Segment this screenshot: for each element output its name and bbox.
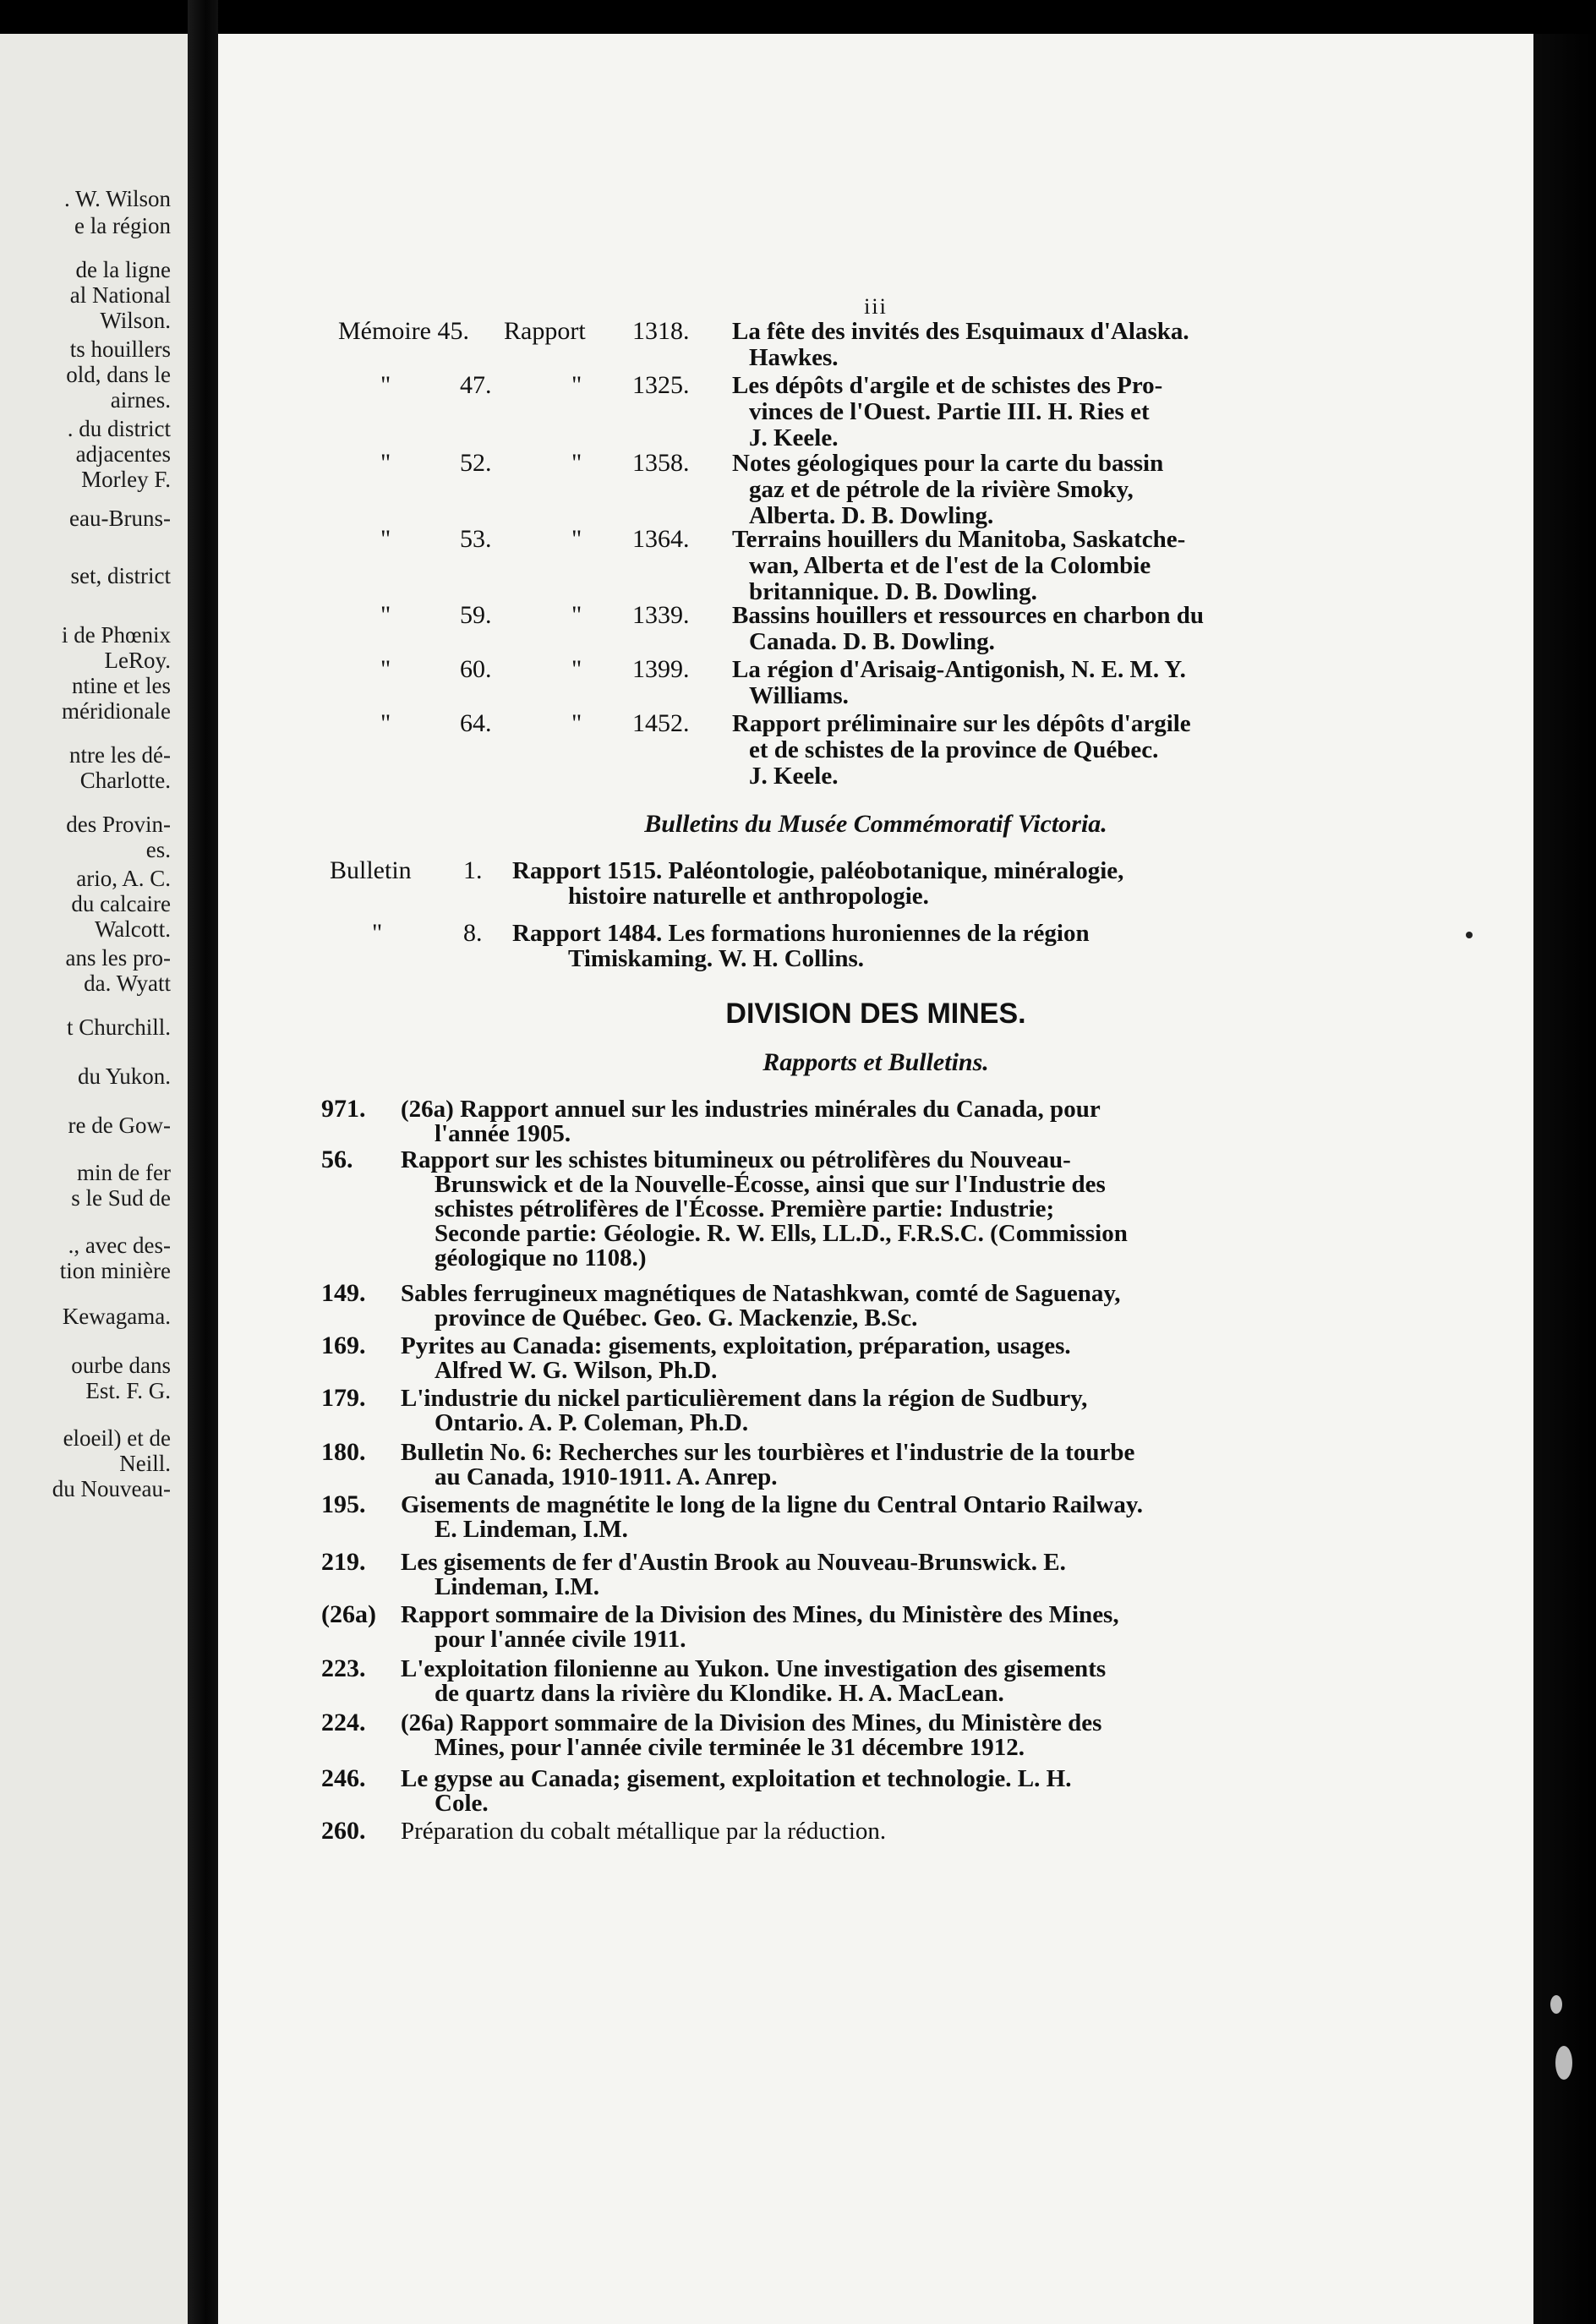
left-page-line: adjacentes — [75, 441, 171, 467]
mines-entry-number: 246. — [321, 1764, 366, 1792]
page-number: iii — [864, 294, 888, 319]
entry-text-line: Bulletin No. 6: Recherches sur les tourbières et l'industrie de la tourbe — [401, 1439, 1135, 1466]
left-page-line: es. — [145, 837, 171, 862]
left-page-line: . du district — [67, 416, 171, 441]
entry-text-line: Pyrites au Canada: gisements, exploitation, préparation, usages. — [401, 1332, 1071, 1359]
entry-text-line: Alberta. D. B. Dowling. — [749, 502, 994, 529]
entry-text-line: Rapport préliminaire sur les dépôts d'argile — [732, 710, 1191, 737]
entry-text-line: Williams. — [749, 682, 849, 709]
book-gutter — [188, 0, 218, 2324]
left-page-line: e la région — [74, 213, 171, 238]
entry-text-line: de quartz dans la rivière du Klondike. H. A. MacLean. — [435, 1680, 1004, 1707]
entry-text-line: histoire naturelle et anthropologie. — [568, 883, 929, 910]
entry-text-line: gaz et de pétrole de la rivière Smoky, — [749, 476, 1134, 503]
entry-text-line: J. Keele. — [749, 763, 839, 790]
entry-text-line: britannique. D. B. Dowling. — [749, 578, 1037, 605]
left-page-line: ourbe dans — [71, 1353, 171, 1378]
left-page-line: eloeil) et de — [63, 1425, 171, 1451]
memoire-volume: 60. — [460, 655, 492, 683]
entry-text-line: Préparation du cobalt métallique par la réduction. — [401, 1818, 887, 1845]
left-page-line: ., avec des- — [68, 1233, 171, 1258]
memoire-label: Mémoire 45. — [338, 317, 469, 345]
entry-text-line: Seconde partie: Géologie. R. W. Ells, LL.D., F.R.S.C. (Commission — [435, 1220, 1128, 1247]
ditto-mark: " — [571, 525, 582, 553]
left-page-line: ans les pro- — [65, 945, 171, 971]
entry-text-line: Les gisements de fer d'Austin Brook au Nouveau-Brunswick. E. — [401, 1549, 1066, 1576]
ditto-mark: " — [380, 601, 391, 629]
scan-edge — [1533, 34, 1596, 2324]
mines-entry-number: 56. — [321, 1146, 353, 1173]
left-page-line: min de fer — [77, 1160, 171, 1185]
memoire-volume: 52. — [460, 449, 492, 477]
left-page-line: set, district — [70, 563, 171, 588]
entry-text-line: La région d'Arisaig-Antigonish, N. E. M. Y. — [732, 656, 1186, 683]
entry-text-line: l'année 1905. — [435, 1120, 571, 1147]
left-page-line: re de Gow- — [68, 1113, 171, 1138]
mines-entry-number: 169. — [321, 1332, 366, 1359]
left-page-line: Walcott. — [94, 916, 171, 942]
entry-text-line: (26a) Rapport sommaire de la Division des Mines, du Ministère des — [401, 1709, 1102, 1736]
entry-text-line: pour l'année civile 1911. — [435, 1626, 686, 1653]
division-subheading: Rapports et Bulletins. — [762, 1048, 989, 1076]
left-page-line: ntine et les — [72, 673, 171, 698]
entry-text-line: Rapport 1484. Les formations huroniennes de la région — [512, 920, 1090, 947]
ditto-mark: " — [380, 449, 391, 477]
rapport-label: Rapport — [504, 317, 586, 345]
entry-text-line: Terrains houillers du Manitoba, Saskatche- — [732, 526, 1186, 553]
entry-text-line: (26a) Rapport annuel sur les industries minérales du Canada, pour — [401, 1096, 1101, 1123]
left-page-line: airnes. — [110, 387, 171, 413]
entry-text-line: Mines, pour l'année civile terminée le 31 décembre 1912. — [435, 1734, 1025, 1761]
left-page-line: Morley F. — [81, 467, 171, 492]
rapport-number: 1358. — [632, 449, 690, 477]
memoire-volume: 53. — [460, 525, 492, 553]
memoire-volume: 64. — [460, 709, 492, 737]
entry-text-line: vinces de l'Ouest. Partie III. H. Ries et — [749, 398, 1150, 425]
left-page-line: al National — [69, 282, 171, 308]
bulletin-number: 1. — [463, 856, 483, 884]
left-page-line: eau-Bruns- — [69, 506, 171, 531]
ditto-mark: " — [571, 371, 582, 399]
left-page-line: ts houillers — [69, 336, 171, 362]
left-page-line: Neill. — [119, 1451, 171, 1476]
mines-entry-number: 195. — [321, 1490, 366, 1518]
entry-text-line: L'industrie du nickel particulièrement dans la région de Sudbury, — [401, 1385, 1088, 1412]
left-page-line: . W. Wilson — [64, 186, 171, 211]
entry-text-line: Hawkes. — [749, 344, 839, 371]
entry-text-line: Bassins houillers et ressources en charbon du — [732, 602, 1205, 629]
entry-text-line: Sables ferrugineux magnétiques de Natashkwan, comté de Saguenay, — [401, 1280, 1121, 1307]
entry-text-line: Gisements de magnétite le long de la ligne du Central Ontario Railway. — [401, 1491, 1144, 1518]
bulletin-number: 8. — [463, 919, 483, 947]
entry-text-line: et de schistes de la province de Québec. — [749, 736, 1159, 763]
division-heading: DIVISION DES MINES. — [725, 998, 1026, 1030]
entry-text-line: Rapport sommaire de la Division des Mines, du Ministère des Mines, — [401, 1601, 1119, 1628]
rapport-number: 1318. — [632, 317, 690, 345]
entry-text-line: au Canada, 1910-1911. A. Anrep. — [435, 1463, 778, 1490]
left-page-line: de la ligne — [75, 257, 171, 282]
ditto-mark: " — [571, 655, 582, 683]
mines-entry-number: 260. — [321, 1817, 366, 1845]
rapport-number: 1339. — [632, 601, 690, 629]
mines-entry-number: 180. — [321, 1438, 366, 1466]
entry-text-line: Cole. — [435, 1790, 489, 1817]
entry-text-line: schistes pétrolifères de l'Écosse. Première partie: Industrie; — [435, 1195, 1055, 1222]
rapport-number: 1399. — [632, 655, 690, 683]
ditto-mark: " — [571, 709, 582, 737]
mines-entry-number: 223. — [321, 1654, 366, 1682]
left-page-line: da. Wyatt — [84, 971, 171, 996]
memoire-volume: 47. — [460, 371, 492, 399]
ditto-mark: " — [380, 655, 391, 683]
mines-entry-number: 149. — [321, 1279, 366, 1307]
left-page-line: Kewagama. — [62, 1304, 171, 1329]
left-page-line: ario, A. C. — [76, 866, 171, 891]
entry-text-line: Ontario. A. P. Coleman, Ph.D. — [435, 1409, 749, 1436]
entry-text-line: Notes géologiques pour la carte du bassin — [732, 450, 1164, 477]
entry-text-line: Brunswick et de la Nouvelle-Écosse, ainsi que sur l'Industrie des — [435, 1171, 1106, 1198]
ditto-mark: " — [380, 709, 391, 737]
ditto-mark: " — [372, 919, 383, 947]
ditto-mark: " — [380, 371, 391, 399]
bulletins-heading: Bulletins du Musée Commémoratif Victoria. — [644, 810, 1107, 838]
entry-text-line: E. Lindeman, I.M. — [435, 1516, 628, 1543]
left-page-fragment — [0, 34, 188, 2324]
left-page-line: du calcaire — [71, 891, 171, 916]
entry-text-line: La fête des invités des Esquimaux d'Alaska. — [732, 318, 1189, 345]
rapport-number: 1364. — [632, 525, 690, 553]
left-page-line: Charlotte. — [79, 768, 171, 793]
entry-text-line: L'exploitation filonienne au Yukon. Une investigation des gisements — [401, 1655, 1107, 1682]
bulletin-label: Bulletin — [330, 856, 412, 884]
mines-entry-number: 224. — [321, 1709, 366, 1736]
mines-entry-number: 971. — [321, 1095, 366, 1123]
entry-text-line: géologique no 1108.) — [435, 1244, 647, 1271]
left-page-line: i de Phœnix — [61, 622, 171, 648]
left-page-line: Est. F. G. — [85, 1378, 171, 1403]
ditto-mark: " — [380, 525, 391, 553]
entry-text-line: Les dépôts d'argile et de schistes des Pro- — [732, 372, 1163, 399]
entry-text-line: Timiskaming. W. H. Collins. — [568, 945, 864, 972]
entry-text-line: province de Québec. Geo. G. Mackenzie, B.Sc. — [435, 1304, 918, 1332]
main-page — [218, 34, 1533, 2324]
entry-text-line: Lindeman, I.M. — [435, 1573, 599, 1600]
entry-text-line: Alfred W. G. Wilson, Ph.D. — [435, 1357, 718, 1384]
left-page-line: LeRoy. — [104, 648, 171, 673]
left-page-line: s le Sud de — [71, 1185, 171, 1211]
ditto-mark: " — [571, 601, 582, 629]
margin-mark — [1466, 932, 1473, 938]
memoire-volume: 59. — [460, 601, 492, 629]
entry-text-line: Le gypse au Canada; gisement, exploitation et technologie. L. H. — [401, 1765, 1072, 1792]
rapport-number: 1325. — [632, 371, 690, 399]
left-page-line: Wilson. — [100, 308, 171, 333]
mines-entry-number: 179. — [321, 1384, 366, 1412]
entry-text-line: Rapport 1515. Paléontologie, paléobotanique, minéralogie, — [512, 857, 1124, 884]
ditto-mark: " — [571, 449, 582, 477]
left-page-line: des Provin- — [66, 812, 171, 837]
left-page-line: tion minière — [59, 1258, 171, 1283]
entry-text-line: J. Keele. — [749, 424, 839, 451]
entry-text-line: wan, Alberta et de l'est de la Colombie — [749, 552, 1151, 579]
left-page-line: du Yukon. — [77, 1064, 171, 1089]
mines-entry-number: (26a) — [321, 1600, 376, 1628]
entry-text-line: Canada. D. B. Dowling. — [749, 628, 995, 655]
left-page-line: méridionale — [62, 698, 171, 724]
left-page-line: ntre les dé- — [69, 742, 171, 768]
entry-text-line: Rapport sur les schistes bitumineux ou pétrolifères du Nouveau- — [401, 1146, 1071, 1173]
rapport-number: 1452. — [632, 709, 690, 737]
left-page-line: t Churchill. — [67, 1014, 171, 1040]
mines-entry-number: 219. — [321, 1548, 366, 1576]
left-page-line: old, dans le — [66, 362, 171, 387]
left-page-line: du Nouveau- — [52, 1476, 171, 1501]
